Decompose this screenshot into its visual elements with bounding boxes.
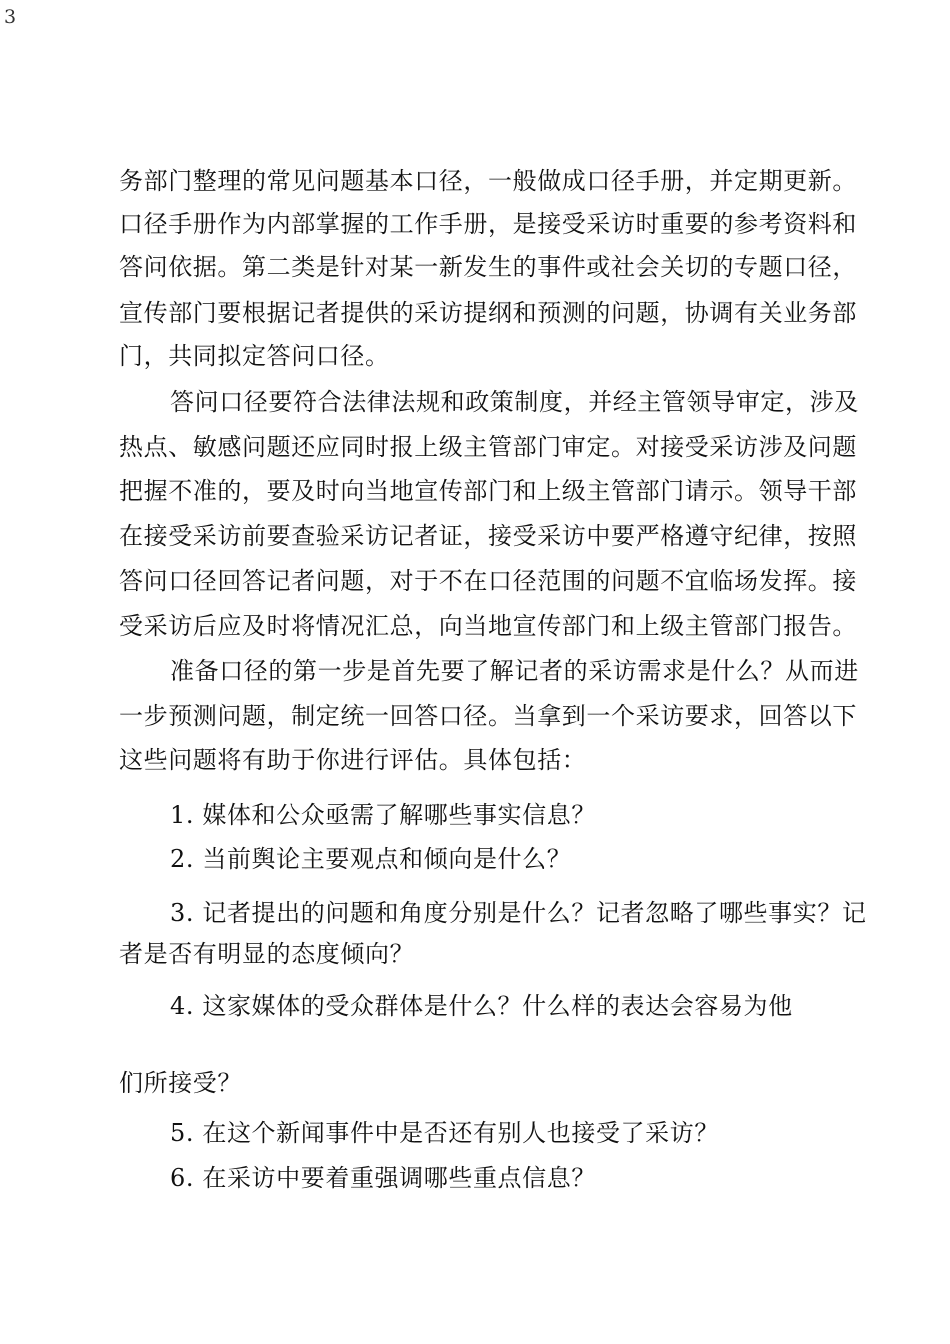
body-text-line: 宣传部门要根据记者提供的采访提纲和预测的问题，协调有关业务部: [119, 299, 857, 327]
body-text-line: 热点、敏感问题还应同时报上级主管部门审定。对接受采访涉及问题: [119, 433, 857, 461]
list-item-number: 1.: [170, 801, 195, 829]
list-item-text: 在采访中要着重强调哪些重点信息？: [202, 1164, 596, 1192]
body-text-line: 门，共同拟定答问口径。: [119, 342, 390, 370]
list-item: [170, 991, 793, 1021]
body-text-line: 受采访后应及时将情况汇总，向当地宣传部门和上级主管部门报告。: [119, 612, 857, 640]
list-item-text: 当前舆论主要观点和倾向是什么？: [202, 845, 572, 873]
list-item: [170, 898, 867, 928]
body-text-line: 答问口径要符合法律法规和政策制度，并经主管领导审定，涉及: [170, 388, 859, 416]
body-text-line: 准备口径的第一步是首先要了解记者的采访需求是什么？从而进: [170, 657, 859, 685]
list-item-text: 媒体和公众亟需了解哪些事实信息？: [202, 801, 596, 829]
list-item-continuation: 们所接受？: [119, 1069, 242, 1097]
body-text-line: 一步预测问题，制定统一回答口径。当拿到一个采访要求，回答以下: [119, 702, 857, 730]
page-number: 3: [4, 6, 17, 28]
list-item-number: 5.: [170, 1119, 195, 1147]
list-item-number: 4.: [170, 992, 195, 1020]
list-item: [170, 1163, 596, 1193]
list-item-text: 记者提出的问题和角度分别是什么？记者忽略了哪些事实？记: [202, 899, 867, 927]
list-item-continuation: 者是否有明显的态度倾向？: [119, 940, 415, 968]
body-text-line: 这些问题将有助于你进行评估。具体包括：: [119, 746, 587, 774]
body-text-line: 务部门整理的常见问题基本口径，一般做成口径手册，并定期更新。: [119, 167, 857, 195]
list-item: [170, 1118, 719, 1148]
list-item-number: 6.: [170, 1164, 195, 1192]
list-item: [170, 800, 596, 830]
body-text-line: 答问口径回答记者问题，对于不在口径范围的问题不宜临场发挥。接: [119, 567, 857, 595]
body-text-line: 口径手册作为内部掌握的工作手册，是接受采访时重要的参考资料和: [119, 210, 857, 238]
list-item-text: 这家媒体的受众群体是什么？什么样的表达会容易为他: [202, 992, 793, 1020]
body-text-line: 在接受采访前要查验采访记者证，接受采访中要严格遵守纪律，按照: [119, 522, 857, 550]
body-text-line: 把握不准的，要及时向当地宣传部门和上级主管部门请示。领导干部: [119, 477, 857, 505]
list-item-number: 3.: [170, 899, 195, 927]
body-text-line: 答问依据。第二类是针对某一新发生的事件或社会关切的专题口径，: [119, 253, 857, 281]
list-item-number: 2.: [170, 845, 195, 873]
list-item: [170, 844, 571, 874]
list-item-text: 在这个新闻事件中是否还有别人也接受了采访？: [202, 1119, 719, 1147]
